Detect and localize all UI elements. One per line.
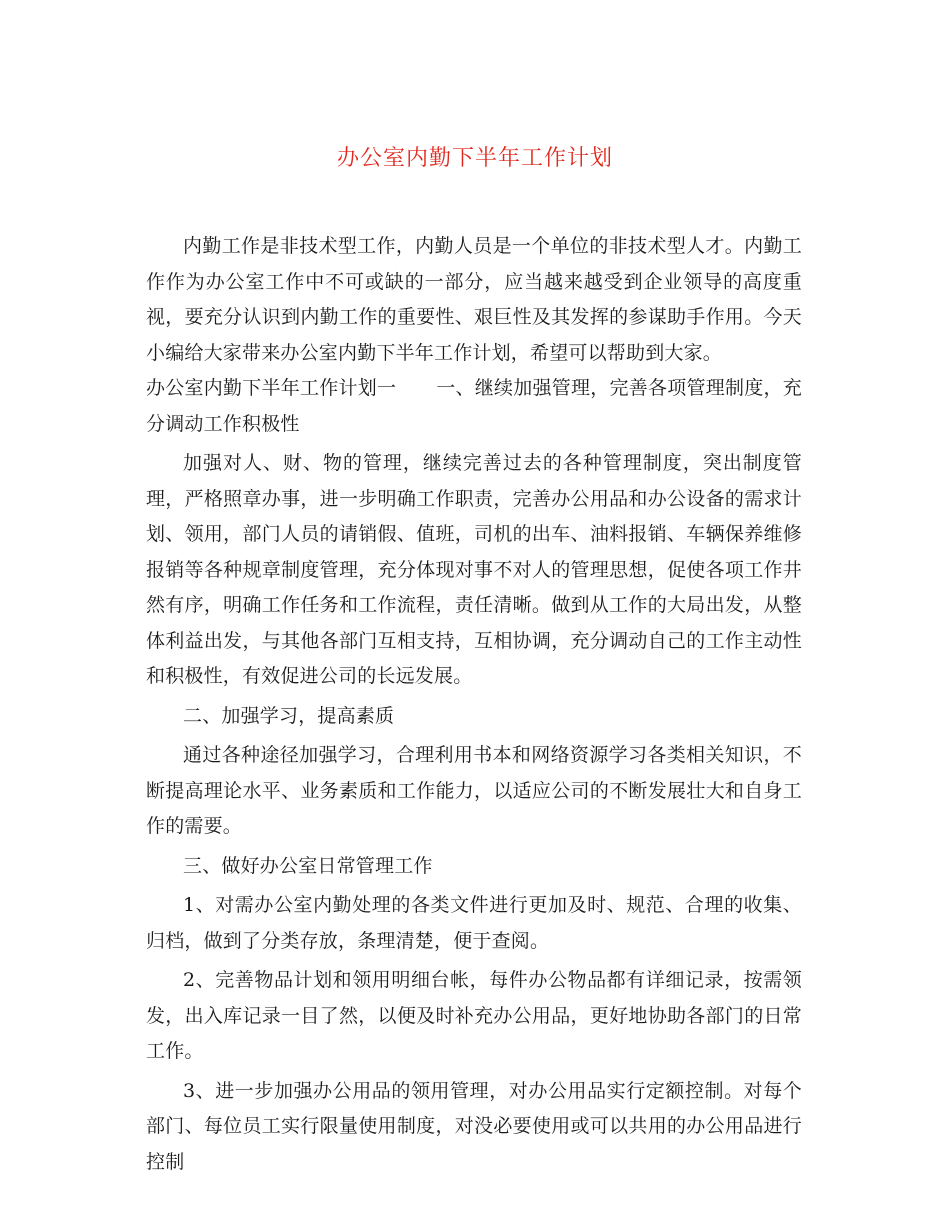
document-title: 办公室内勤下半年工作计划 xyxy=(336,146,613,171)
intro-paragraph: 内勤工作是非技术型工作，内勤人员是一个单位的非技术型人才。内勤工作作为办公室工作中不可或缺的一部分，应当越来越受到企业领导的高度重视，要充分认识到内勤工作的重要性、艰巨性及其发挥的参谋助手作用。今天小编给大家带来办公室内勤下半年工作计划，希望可以帮助到大家。 xyxy=(146,235,802,364)
section-one-heading: 一、继续加强管理，完善各项管理制度，充分调动工作积极性 xyxy=(146,377,802,435)
section-one-paragraph: 加强对人、财、物的管理，继续完善过去的各种管理制度，突出制度管理，严格照章办事，进一步明确工作职责，完善办公用品和办公设备的需求计划、领用，部门人员的请销假、值班，司机的出车、油料报销、车辆保养维修报销等各种规章制度管理，充分体现对事不对人的管理思想，促使各项工作井然有序，明确工作任务和工作流程，责任清晰。做到从工作的大局出发，从整体利益出发，与其他各部门互相支持，互相协调，充分调动自己的工作主动性和积极性，有效促进公司的长远发展。 xyxy=(146,452,802,687)
document-body xyxy=(146,229,802,1180)
section-two-heading: 二、加强学习，提高素质 xyxy=(183,704,395,727)
plan-heading xyxy=(146,371,802,442)
section-two-paragraph: 通过各种途径加强学习，合理利用书本和网络资源学习各类相关知识，不断提高理论水平、业务素质和工作能力，以适应公司的不断发展壮大和自身工作的需要。 xyxy=(146,744,802,837)
section-three-heading: 三、做好办公室日常管理工作 xyxy=(183,854,433,877)
item-three-paragraph: 3、进一步加强办公用品的领用管理，对办公用品实行定额控制。对每个部门、每位员工实行限量使用制度，对没必要使用或可以共用的办公用品进行控制 xyxy=(146,1079,802,1173)
plan-label: 办公室内勤下半年工作计划一 xyxy=(146,377,397,399)
item-two-paragraph: 2、完善物品计划和领用明细台帐，每件办公物品都有详细记录，按需领发，出入库记录一目了然，以便及时补充办公用品，更好地协助各部门的日常工作。 xyxy=(146,969,802,1062)
item-one-paragraph: 1、对需办公室内勤处理的各类文件进行更加及时、规范、合理的收集、归档，做到了分类存放，条理清楚，便于查阅。 xyxy=(146,894,802,952)
